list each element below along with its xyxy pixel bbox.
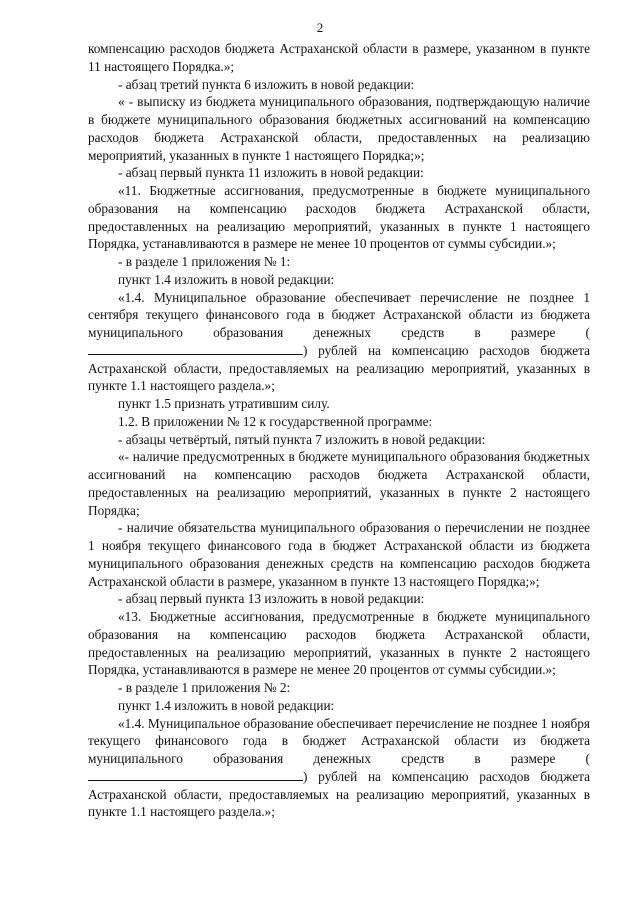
paragraph: «11. Бюджетные ассигнования, предусмотренные в бюджете муниципального образования на компенсацию расходов бюджета Астраханской области, предоставленных на реализацию мероприятий, указанных в пункте 1 настоящего Порядка, устанавливаются в размере не менее 10 процентов от суммы субсидии.»;: [88, 183, 590, 252]
paragraph: «13. Бюджетные ассигнования, предусмотренные в бюджете муниципального образования на компенсацию расходов бюджета Астраханской области, предоставленных на реализацию мероприятий, указанных в пункте 2 настоящего Порядка, устанавливаются в размере не менее 20 процентов от суммы субсидии.»;: [88, 609, 590, 678]
paragraph: «- наличие предусмотренных в бюджете муниципального образования бюджетных ассигнований на компенсацию расходов бюджета Астраханской области, предоставленных на реализацию мероприятий, указанных в пункте 2 настоящего Порядка;: [88, 449, 590, 518]
page-number: 2: [316, 20, 324, 35]
paragraph-text-after-blank: ) рублей на компенсацию расходов бюджета Астраханской области, предоставляемых на реализацию мероприятий, указанных в пункте 1.1 настоящего раздела.»;: [88, 342, 590, 394]
paragraph-text-before-blank: «1.4. Муниципальное образование обеспечивает перечисление не позднее 1 сентября текущего финансового года в бюджет Астраханской области из бюджета муниципального образования денежных средств в размере (: [88, 289, 590, 340]
paragraph: пункт 1.4 изложить в новой редакции:: [118, 271, 335, 287]
paragraph: 1.2. В приложении № 12 к государственной программе:: [118, 413, 433, 429]
paragraph: - в разделе 1 приложения № 1:: [118, 254, 291, 269]
fill-in-blank-line: [88, 768, 303, 781]
paragraph: - абзацы четвёртый, пятый пункта 7 изложить в новой редакции:: [118, 431, 486, 447]
paragraph: - абзац первый пункта 13 изложить в новой редакции:: [118, 591, 425, 607]
paragraph: - в разделе 1 приложения № 2:: [118, 680, 291, 695]
fill-in-blank-line: [88, 342, 303, 355]
paragraph: пункт 1.4 изложить в новой редакции:: [118, 697, 335, 713]
paragraph: « - выписку из бюджета муниципального образования, подтверждающую наличие в бюджете муниципального образования бюджетных ассигнований на компенсацию расходов бюджета Астраханской области, предоставленных на реализацию мероприятий, указанных в пункте 1 настоящего Порядка;»;: [88, 94, 590, 163]
paragraph-text-before-blank: «1.4. Муниципальное образование обеспечивает перечисление не позднее 1 ноября текущего финансового года в бюджет Астраханской области из бюджета муниципального образования денежных средств в размере (: [88, 715, 590, 766]
document-body: [88, 40, 590, 821]
paragraph: пункт 1.5 признать утратившим силу.: [118, 396, 330, 411]
paragraph-with-blank: [88, 289, 590, 396]
paragraph-text-after-blank: ) рублей на компенсацию расходов бюджета Астраханской области, предоставляемых на реализацию мероприятий, указанных в пункте 1.1 настоящего раздела.»;: [88, 768, 590, 820]
paragraph: - абзац третий пункта 6 изложить в новой редакции:: [118, 76, 415, 92]
paragraph: - абзац первый пункта 11 изложить в новой редакции:: [118, 165, 424, 181]
paragraph-with-blank: [88, 715, 590, 822]
paragraph: компенсацию расходов бюджета Астраханской области в размере, указанном в пункте 11 настоящего Порядка.»;: [88, 41, 590, 74]
paragraph: - наличие обязательства муниципального образования о перечислении не позднее 1 ноября текущего финансового года в бюджет Астраханской области из бюджета муниципального образования денежных средств на компенсацию расходов бюджета Астраханской области в размере, указанном в пункте 13 настоящего Порядка;»;: [88, 520, 590, 589]
